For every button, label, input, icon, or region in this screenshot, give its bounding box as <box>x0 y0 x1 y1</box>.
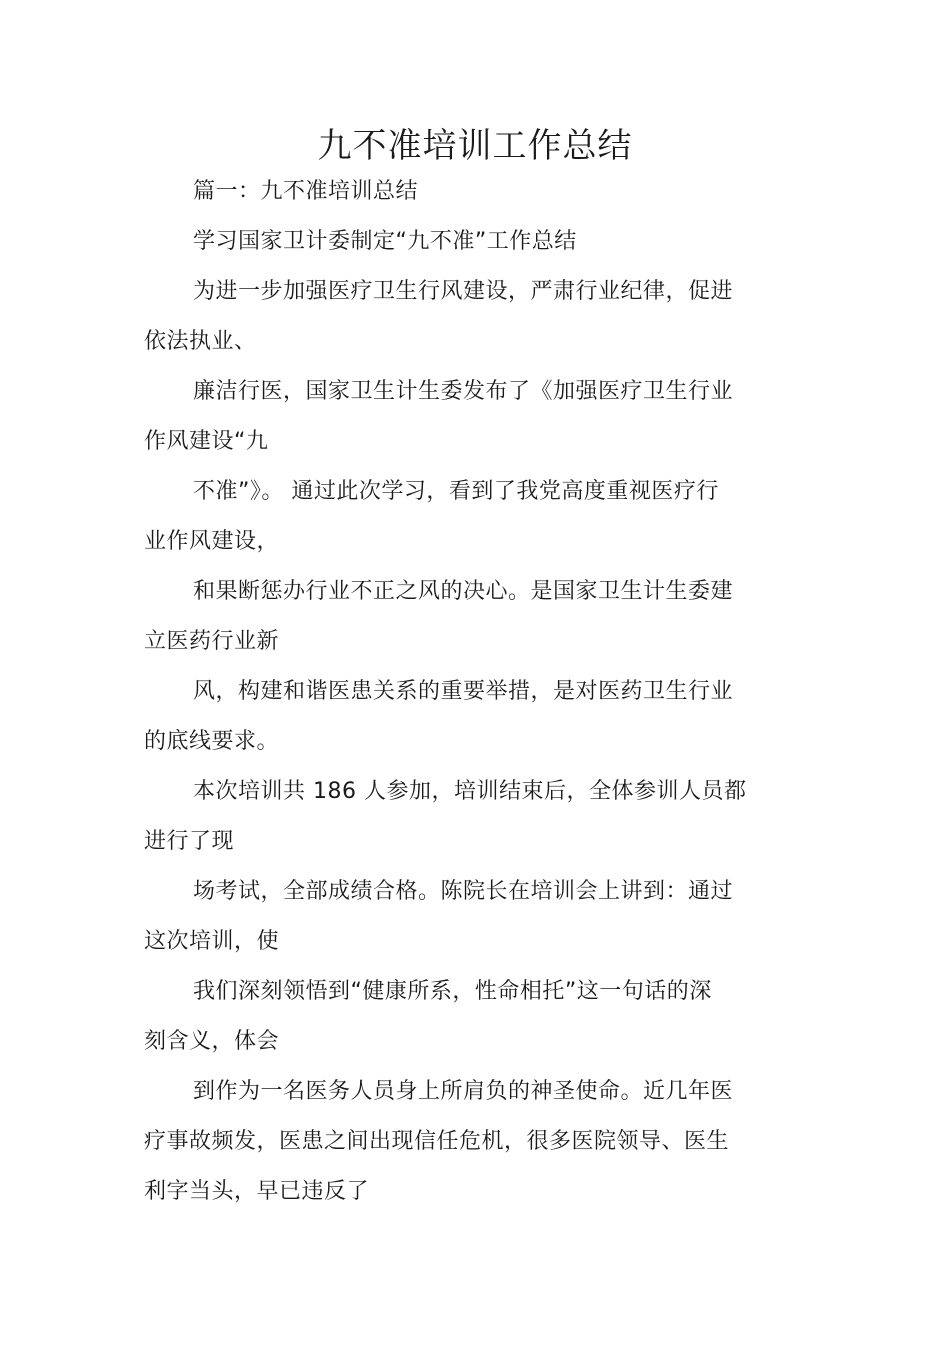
document-title: 九不准培训工作总结 <box>317 126 633 166</box>
text-line: 场考试，全部成绩合格。陈院长在培训会上讲到：通过 <box>193 879 734 904</box>
text-line: 我们深刻领悟到“健康所系，性命相托”这一句话的深 <box>193 979 712 1004</box>
text-line: 疗事故频发，医患之间出现信任危机，很多医院领导、医生 <box>144 1129 730 1154</box>
text-line: 本次培训共 186 人参加，培训结束后，全体参训人员都 <box>193 779 747 804</box>
text-line: 为进一步加强医疗卫生行风建设，严肃行业纪律，促进 <box>193 279 734 304</box>
text-line: 风，构建和谐医患关系的重要举措，是对医药卫生行业 <box>193 679 734 704</box>
text-line: 刻含义，体会 <box>144 1029 280 1054</box>
text-line: 廉洁行医，国家卫生计生委发布了《加强医疗卫生行业 <box>193 379 734 404</box>
text-line: 篇一：九不准培训总结 <box>193 179 419 204</box>
text-line: 和果断惩办行业不正之风的决心。是国家卫生计生委建 <box>193 579 734 604</box>
text-line: 业作风建设， <box>144 529 280 554</box>
text-line: 依法执业、 <box>144 329 257 354</box>
text-line: 这次培训，使 <box>144 929 280 954</box>
text-line: 的底线要求。 <box>144 729 280 754</box>
text-line: 到作为一名医务人员身上所肩负的神圣使命。近几年医 <box>193 1079 734 1104</box>
text-line: 利字当头，早已违反了 <box>144 1179 370 1204</box>
text-line: 进行了现 <box>144 829 235 854</box>
text-line: 不准”》。 通过此次学习，看到了我党高度重视医疗行 <box>193 479 719 504</box>
text-line: 学习国家卫计委制定“九不准”工作总结 <box>193 229 577 254</box>
text-line: 作风建设“九 <box>144 429 269 454</box>
text-line: 立医药行业新 <box>144 629 280 654</box>
